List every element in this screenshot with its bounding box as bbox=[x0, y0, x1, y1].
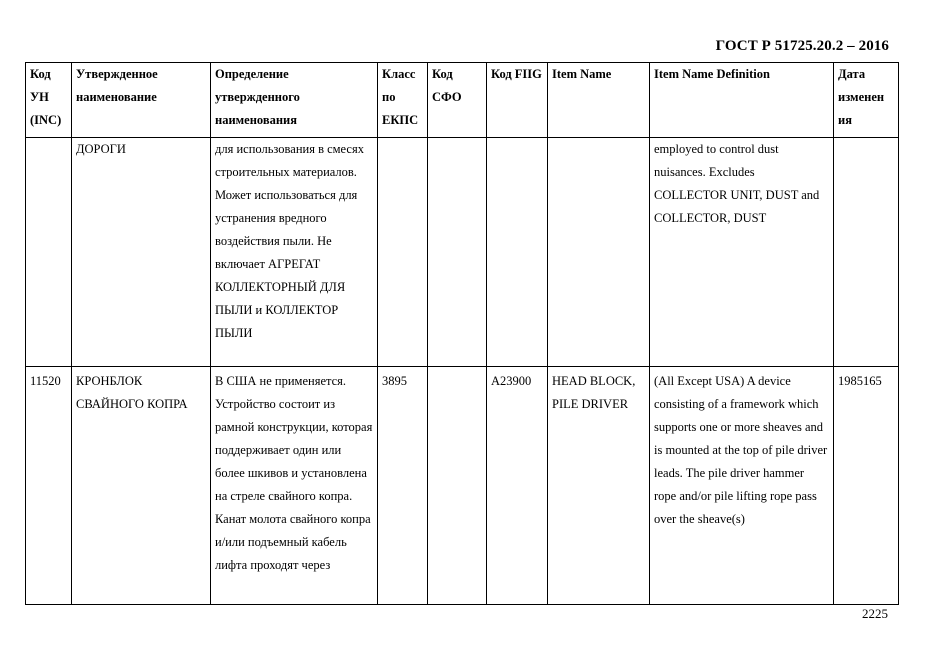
cell-definition: В США не применяется. Устройство состоит из рамной конструкции, которая поддерживает один или более шкивов и установлена на стреле свайного копра. Канат молота свайного копра и/или подъемный кабель лифта проходят через bbox=[211, 367, 378, 605]
column-header-approved-name: Утвержденное наименование bbox=[72, 63, 211, 138]
column-header-inc: Код УН (INC) bbox=[26, 63, 72, 138]
cell-fiig: A23900 bbox=[487, 367, 548, 605]
cell-fiig bbox=[487, 138, 548, 367]
table-row bbox=[26, 138, 899, 367]
cell-change-date: 1985165 bbox=[834, 367, 899, 605]
column-header-fiig: Код FIIG bbox=[487, 63, 548, 138]
column-header-item-name: Item Name bbox=[548, 63, 650, 138]
cell-change-date bbox=[834, 138, 899, 367]
column-header-definition: Определение утвержденного наименования bbox=[211, 63, 378, 138]
cell-sfo bbox=[428, 367, 487, 605]
cell-sfo bbox=[428, 138, 487, 367]
column-header-change-date: Дата изменен ия bbox=[834, 63, 899, 138]
cell-item-name: HEAD BLOCK, PILE DRIVER bbox=[548, 367, 650, 605]
cell-class: 3895 bbox=[378, 367, 428, 605]
cell-inc bbox=[26, 138, 72, 367]
column-header-item-name-definition: Item Name Definition bbox=[650, 63, 834, 138]
table-header-row bbox=[26, 63, 899, 138]
cell-inc: 11520 bbox=[26, 367, 72, 605]
cell-approved-name: КРОНБЛОК СВАЙНОГО КОПРА bbox=[72, 367, 211, 605]
column-header-sfo: Код СФО bbox=[428, 63, 487, 138]
cell-definition: для использования в смесях строительных материалов. Может использоваться для устранения вредного воздействия пыли. Не включает АГРЕГАТ КОЛЛЕКТОРНЫЙ ДЛЯ ПЫЛИ и КОЛЛЕКТОР ПЫЛИ bbox=[211, 138, 378, 367]
document-standard-header: ГОСТ Р 51725.20.2 – 2016 bbox=[715, 38, 889, 54]
catalog-table bbox=[25, 62, 899, 605]
page-number: 2225 bbox=[862, 606, 888, 621]
cell-approved-name: ДОРОГИ bbox=[72, 138, 211, 367]
table-row bbox=[26, 367, 899, 605]
cell-item-name bbox=[548, 138, 650, 367]
cell-item-name-definition: (All Except USA) A device consisting of a framework which supports one or more sheaves and is mounted at the top of pile driver leads. The pile driver hammer rope and/or pile lifting rope pass over the sheave(s) bbox=[650, 367, 834, 605]
cell-class bbox=[378, 138, 428, 367]
cell-item-name-definition: employed to control dust nuisances. Excludes COLLECTOR UNIT, DUST and COLLECTOR, DUST bbox=[650, 138, 834, 367]
column-header-class: Класс по ЕКПС bbox=[378, 63, 428, 138]
